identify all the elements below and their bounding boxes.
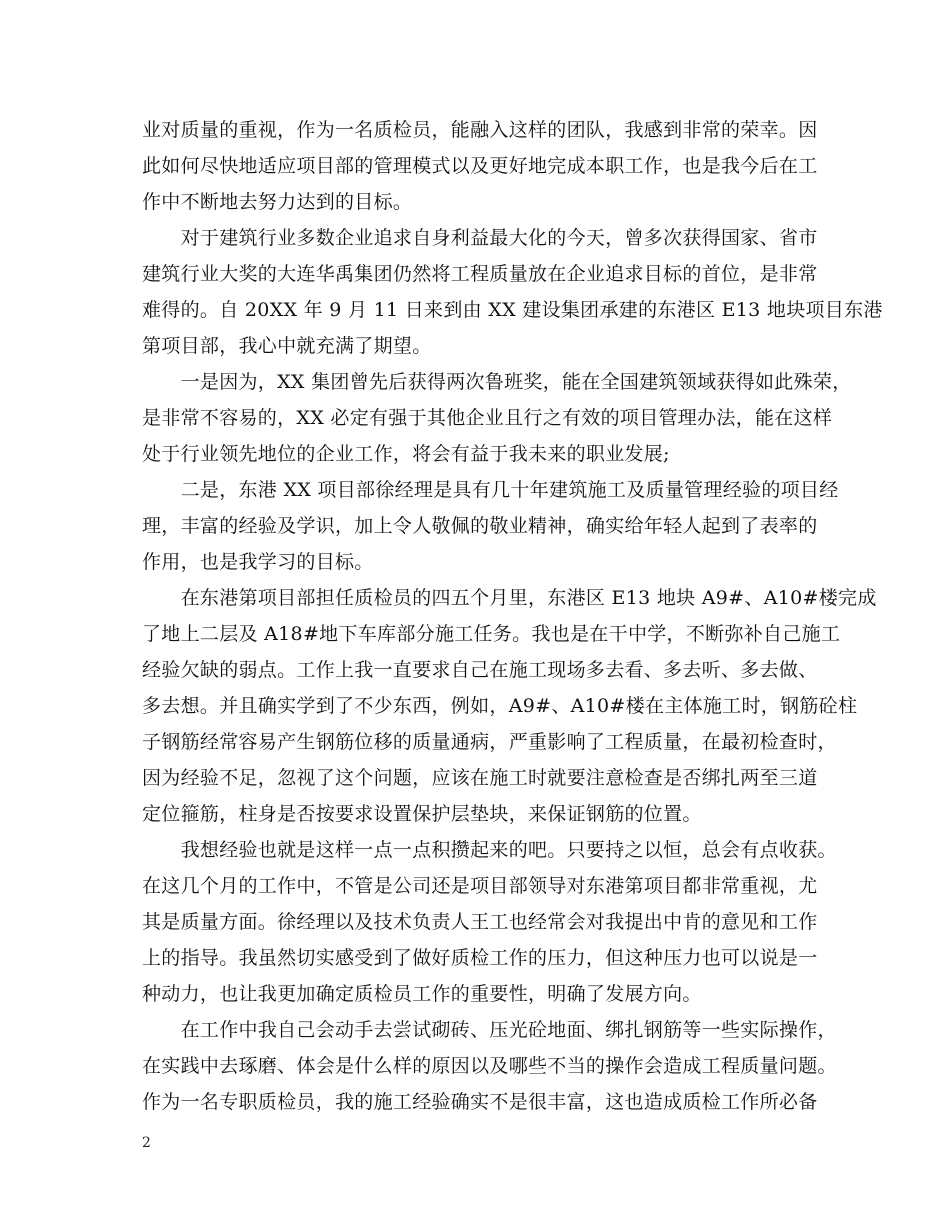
text-line: 对于建筑行业多数企业追求自身利益最大化的今天，曾多次获得国家、省市 bbox=[142, 227, 818, 249]
text-line: 此如何尽快地适应项目部的管理模式以及更好地完成本职工作，也是我今后在工 bbox=[142, 155, 818, 177]
text-line: 经验欠缺的弱点。工作上我一直要求自己在施工现场多去看、多去听、多去做、 bbox=[142, 659, 818, 681]
text-line: 定位箍筋，柱身是否按要求设置保护层垫块，来保证钢筋的位置。 bbox=[142, 803, 702, 825]
text-line: 子钢筋经常容易产生钢筋位移的质量通病，严重影响了工程质量，在最初检查时， bbox=[142, 731, 837, 753]
text-line: 种动力，也让我更加确定质检员工作的重要性，明确了发展方向。 bbox=[142, 983, 702, 1005]
text-line: 因为经验不足，忽视了这个问题，应该在施工时就要注意检查是否绑扎两至三道 bbox=[142, 767, 818, 789]
text-line: 是非常不容易的，XX 必定有强于其他企业且行之有效的项目管理办法，能在这样 bbox=[142, 407, 833, 429]
page-number: 2 bbox=[142, 1135, 151, 1151]
text-line: 作用，也是我学习的目标。 bbox=[142, 551, 374, 573]
text-line: 第项目部，我心中就充满了期望。 bbox=[142, 335, 432, 357]
text-line: 业对质量的重视，作为一名质检员，能融入这样的团队，我感到非常的荣幸。因 bbox=[142, 119, 818, 141]
text-line: 建筑行业大奖的大连华禹集团仍然将工程质量放在企业追求目标的首位，是非常 bbox=[142, 263, 818, 285]
text-line: 难得的。自 20XX 年 9 月 11 日来到由 XX 建设集团承建的东港区 E13 地块项目东港 bbox=[142, 299, 883, 321]
text-line: 在实践中去琢磨、体会是什么样的原因以及哪些不当的操作会造成工程质量问题。 bbox=[142, 1055, 837, 1077]
text-line: 二是，东港 XX 项目部徐经理是具有几十年建筑施工及质量管理经验的项目经 bbox=[142, 479, 839, 501]
text-line: 我想经验也就是这样一点一点积攒起来的吧。只要持之以恒，总会有点收获。 bbox=[142, 839, 837, 861]
text-line: 上的指导。我虽然切实感受到了做好质检工作的压力，但这种压力也可以说是一 bbox=[142, 947, 818, 969]
text-line: 在工作中我自己会动手去尝试砌砖、压光砼地面、绑扎钢筋等一些实际操作， bbox=[142, 1019, 837, 1041]
text-line: 其是质量方面。徐经理以及技术负责人王工也经常会对我提出中肯的意见和工作 bbox=[142, 911, 818, 933]
text-line: 了地上二层及 A18#地下车库部分施工任务。我也是在干中学，不断弥补自己施工 bbox=[142, 623, 841, 645]
text-line: 处于行业领先地位的企业工作，将会有益于我未来的职业发展; bbox=[142, 443, 670, 465]
text-line: 多去想。并且确实学到了不少东西，例如，A9#、A10#楼在主体施工时，钢筋砼柱 bbox=[142, 695, 858, 717]
text-line: 理，丰富的经验及学识，加上令人敬佩的敬业精神，确实给年轻人起到了表率的 bbox=[142, 515, 818, 537]
text-line: 作为一名专职质检员，我的施工经验确实不是很丰富，这也造成质检工作所必备 bbox=[142, 1091, 818, 1113]
text-line: 一是因为，XX 集团曾先后获得两次鲁班奖，能在全国建筑领域获得如此殊荣， bbox=[142, 371, 852, 393]
text-line: 在东港第项目部担任质检员的四五个月里，东港区 E13 地块 A9#、A10#楼完成 bbox=[142, 587, 877, 609]
text-line: 作中不断地去努力达到的目标。 bbox=[142, 191, 413, 213]
text-line: 在这几个月的工作中，不管是公司还是项目部领导对东港第项目都非常重视，尤 bbox=[142, 875, 818, 897]
